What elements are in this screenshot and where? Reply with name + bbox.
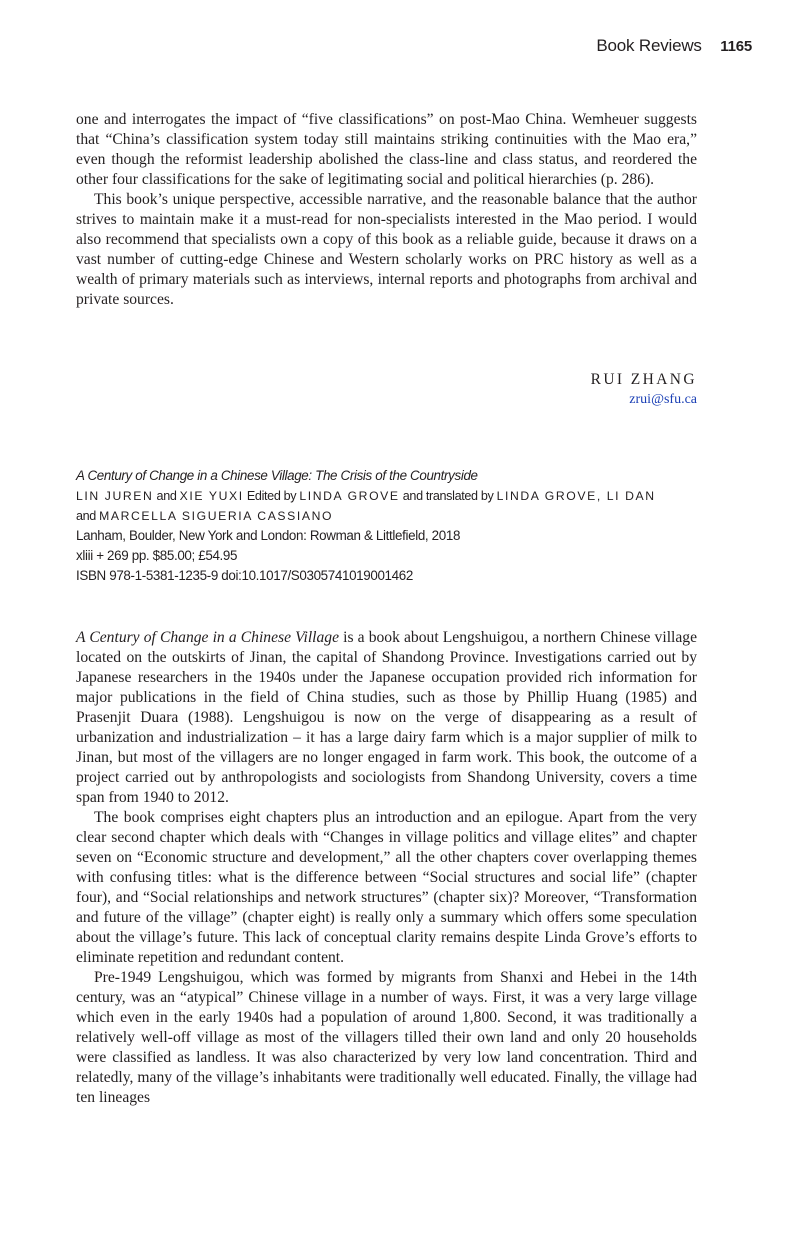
paragraph: A Century of Change in a Chinese Village is a book about Lengshuigou, a northern Chinese village located on the outskirts of Jinan, the capital of Shandong Province. Investigations carried out by Japanese researchers in the 1940s under the Japanese occupation provided rich information for major publications in the field of China studies, such as those by Phillip Huang (1985) and Prasenjit Duara (1988). Lengshuigou is now on the verge of disappearing as a result of urbanization and industrialization – it has a large dairy farm which is a major supplier of milk to Jinan, but most of the villagers are no longer engaged in farm work. This book, the outcome of a project carried out by anthropologists and sociologists from Shandong University, covers a time span from 1940 to 2012. bbox=[76, 629, 697, 806]
editor-name: LINDA GROVE bbox=[299, 489, 400, 503]
paragraph: one and interrogates the impact of “five classifications” on post-Mao China. Wemheuer suggests that “China’s classification system today still maintains striking continuities with the Mao era,” even though the reformist leadership abolished the class-line and class status, and reordered the other four classifications for the sake of legitimating social and political hierarchies (p. 286). bbox=[76, 111, 697, 188]
reviewer-name: RUI ZHANG bbox=[590, 371, 697, 388]
previous-review-body bbox=[76, 110, 697, 310]
page-number: 1165 bbox=[720, 38, 752, 55]
book-credits-line-2: and MARCELLA SIGUERIA CASSIANO bbox=[76, 509, 334, 523]
book-credits-line-1: LIN JUREN and XIE YUXI Edited by LINDA GROVE and translated by LINDA GROVE, LI DAN bbox=[76, 489, 656, 503]
translator-names: LINDA GROVE, LI DAN bbox=[496, 489, 656, 503]
book-bibliographic-entry bbox=[76, 466, 716, 586]
running-header bbox=[596, 36, 752, 56]
book-title: A Century of Change in a Chinese Village: The Crisis of the Countryside bbox=[76, 468, 478, 483]
review-body bbox=[76, 628, 697, 1108]
book-publisher: Lanham, Boulder, New York and London: Rowman & Littlefield, 2018 bbox=[76, 528, 461, 543]
paragraph: The book comprises eight chapters plus an introduction and an epilogue. Apart from the very clear second chapter which deals with “Changes in village politics and village elites” and chapter seven on “Economic structure and development,” all the other chapters cover overlapping themes with confusing titles: what is the difference between “Social structures and social life” (chapter four), and “Social relationships and network structures” (chapter six)? Moreover, “Transformation and future of the village” (chapter eight) is really only a summary which offers some speculation about the village’s future. This lack of conceptual clarity remains despite Linda Grove’s efforts to eliminate repetition and redundant content. bbox=[76, 809, 697, 966]
paragraph: Pre-1949 Lengshuigou, which was formed by migrants from Shanxi and Hebei in the 14th century, was an “atypical” Chinese village in a number of ways. First, it was a very large village which even in the early 1940s had a population of around 1,800. Second, it was traditionally a relatively well-off village as most of the villagers tilled their own land and only 20 households were classified as landless. It was also characterized by very low land concentration. Third and relatedly, many of the village’s inhabitants were traditionally well educated. Finally, the village had ten lineages bbox=[76, 969, 697, 1106]
book-pages-price: xliii + 269 pp. $85.00; £54.95 bbox=[76, 548, 238, 563]
book-isbn-doi: ISBN 978-1-5381-1235-9 doi:10.1017/S0305741019001462 bbox=[76, 568, 413, 583]
reviewer-signature bbox=[591, 370, 697, 410]
translator-name: MARCELLA SIGUERIA CASSIANO bbox=[99, 509, 334, 523]
book-title-inline: A Century of Change in a Chinese Village bbox=[76, 629, 340, 646]
author-name: XIE YUXI bbox=[179, 489, 244, 503]
section-title: Book Reviews bbox=[596, 36, 702, 55]
paragraph: This book’s unique perspective, accessible narrative, and the reasonable balance that the author strives to maintain make it a must-read for non-specialists interested in the Mao period. I would also recommend that specialists own a copy of this book as a reliable guide, because it draws on a vast number of cutting-edge Chinese and Western scholarly works on PRC history as well as a wealth of primary materials such as interviews, internal reports and photographs from archival and private sources. bbox=[76, 191, 697, 308]
author-name: LIN JUREN bbox=[76, 489, 154, 503]
reviewer-email-link[interactable]: zrui@sfu.ca bbox=[629, 392, 697, 407]
